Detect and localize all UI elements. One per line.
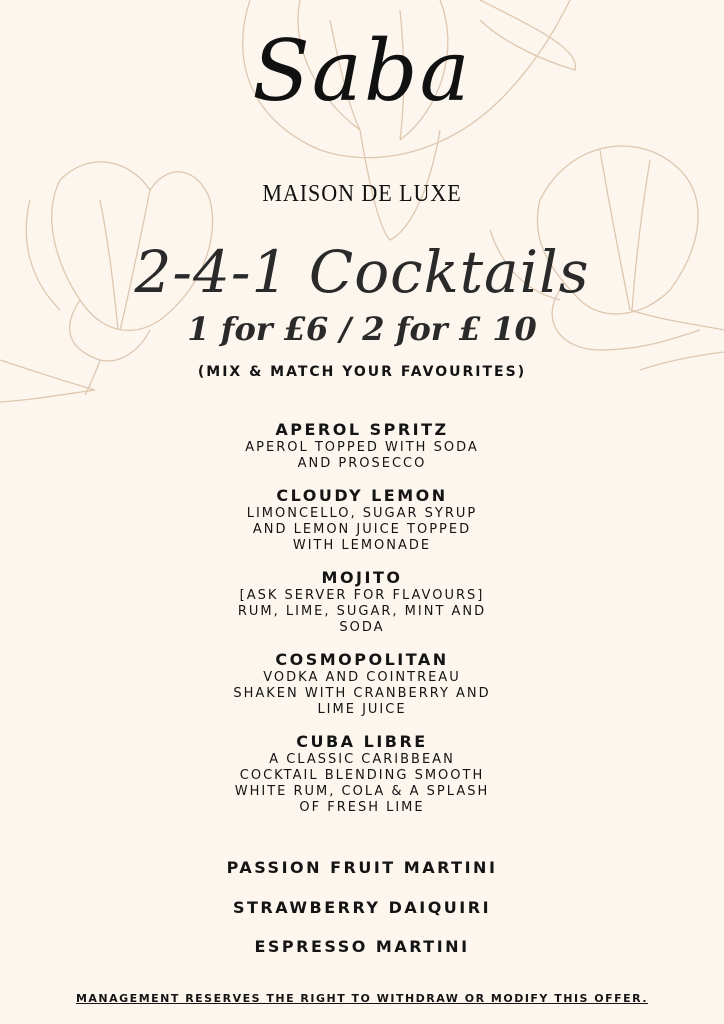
menu-item — [0, 650, 724, 718]
menu-item — [0, 568, 724, 636]
item-name: CLOUDY LEMON — [276, 486, 448, 505]
item-description: LIMONCELLO, SUGAR SYRUP AND LEMON JUICE TOPPED WITH LEMONADE — [246, 506, 478, 553]
item-name: MOJITO — [321, 568, 403, 587]
item-description: APEROL TOPPED WITH SODA AND PROSECCO — [245, 440, 479, 471]
item-description: A CLASSIC CARIBBEAN COCKTAIL BLENDING SMOOTH WHITE RUM, COLA & A SPLASH OF FRESH LIME — [234, 752, 490, 815]
item-name: COSMOPOLITAN — [275, 650, 449, 669]
mix-note: (MIX & MATCH YOUR FAVOURITES) — [197, 364, 527, 380]
item-description: VODKA AND COINTREAU SHAKEN WITH CRANBERRY AND LIME JUICE — [233, 670, 491, 717]
menu-item — [0, 732, 724, 816]
item-name: CUBA LIBRE — [296, 732, 428, 751]
brand-logo: Saba — [252, 22, 472, 120]
menu-item-espresso-martini: ESPRESSO MARTINI — [254, 937, 470, 956]
footer-disclaimer: MANAGEMENT RESERVES THE RIGHT TO WITHDRAW OR MODIFY THIS OFFER. — [75, 992, 649, 1005]
promo-title: 2-4-1 Cocktails — [134, 238, 590, 306]
price-line: 1 for £6 / 2 for £ 10 — [187, 310, 537, 348]
item-name: APEROL SPRITZ — [275, 420, 449, 439]
item-description: [ASK SERVER FOR FLAVOURS] RUM, LIME, SUGAR, MINT AND SODA — [237, 588, 487, 635]
menu-item — [0, 420, 724, 472]
brand-subtitle: MAISON DE LUXE — [262, 181, 462, 207]
menu-item-passion-fruit-martini: PASSION FRUIT MARTINI — [226, 858, 498, 877]
cocktail-list — [0, 420, 724, 830]
menu-item-strawberry-daiquiri: STRAWBERRY DAIQUIRI — [232, 898, 492, 917]
menu-item — [0, 486, 724, 554]
